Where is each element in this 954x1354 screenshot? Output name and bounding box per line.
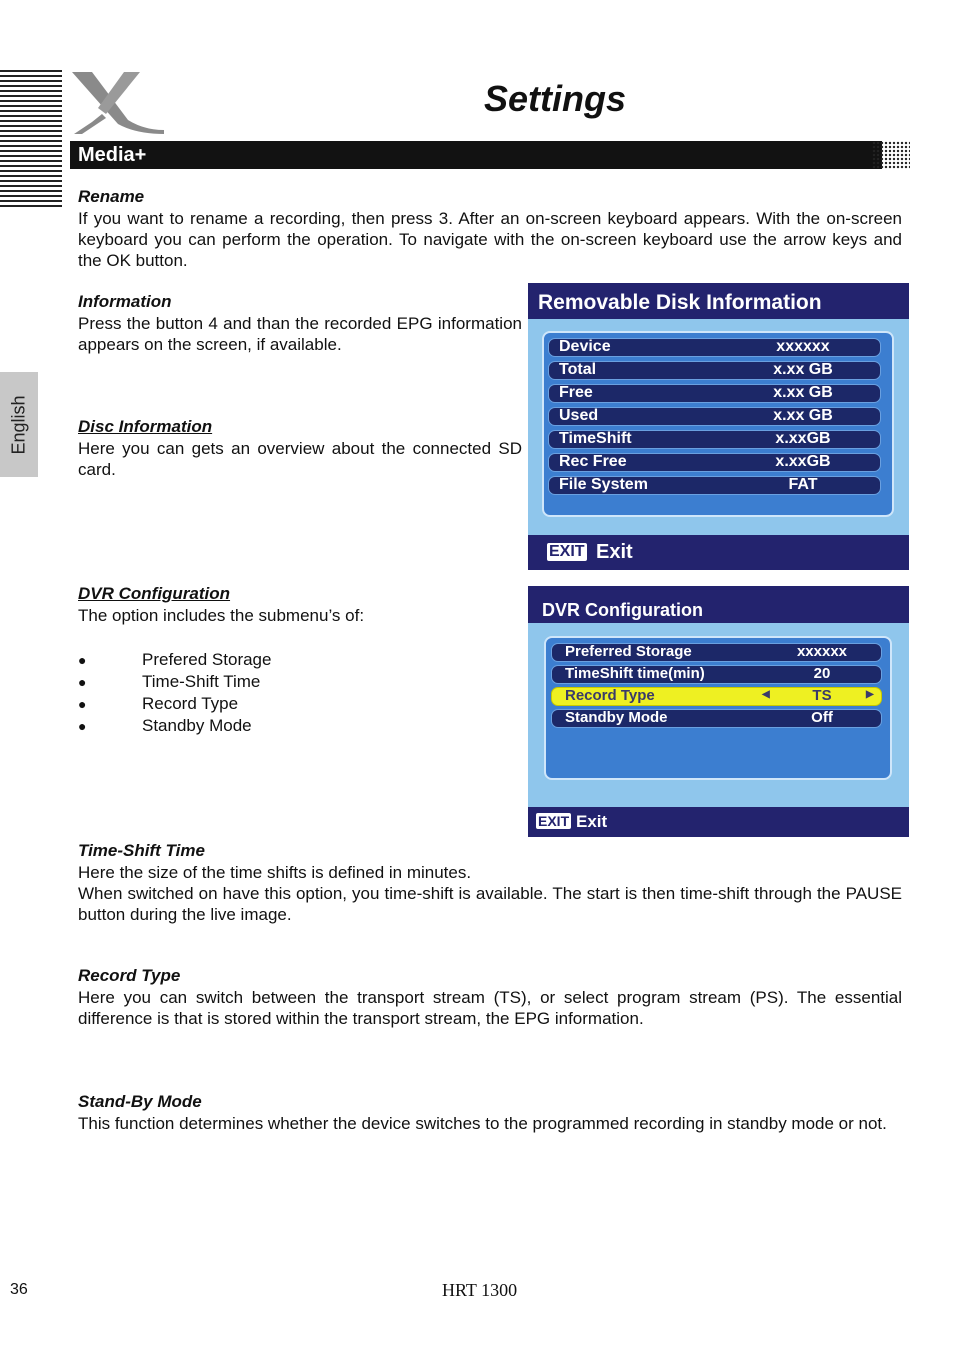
model-name: HRT 1300 xyxy=(442,1280,518,1300)
disk-info-screenshot xyxy=(528,283,909,570)
timeshift-text-2: When switched on have this option, you time-shift is available. The start is then time-shift through the PAUSE button during the live image. xyxy=(78,884,902,924)
disk-row: Rec Free x.xxGB xyxy=(548,453,881,472)
dvr-row: Standby Mode Off xyxy=(551,709,882,728)
list-item: ● Time-Shift Time xyxy=(78,672,261,691)
disk-screen-footer xyxy=(528,535,909,570)
timeshift-text-1: Here the size of the time shifts is defined in minutes. xyxy=(78,863,472,882)
dvr-config-screenshot xyxy=(528,586,909,837)
exit-label: Exit xyxy=(576,812,608,831)
section-title: Media+ xyxy=(78,144,147,166)
rename-text: If you want to rename a recording, then press 3. After an on-screen keyboard appears. With the on-screen keyboard you can perform the operation. To navigate with the on-screen keyboard use the arrow keys and the OK button. xyxy=(78,209,902,270)
exit-key-icon: EXIT xyxy=(538,813,570,829)
dvr-row: Preferred Storage xxxxxx xyxy=(551,643,882,662)
list-item: ● Prefered Storage xyxy=(78,650,272,669)
section-bar xyxy=(70,141,882,169)
disk-row: Device xxxxxx xyxy=(548,338,881,357)
information-text: Press the button 4 and than the recorded EPG information appears on the screen, if available. xyxy=(78,314,522,354)
dvr-screen-footer xyxy=(528,807,909,837)
dvr-heading: DVR Configuration xyxy=(78,584,231,603)
disk-row: TimeShift x.xxGB xyxy=(548,430,881,449)
record-type-text: Here you can switch between the transport stream (TS), or select program stream (PS). The essential difference is that is stored within the transport stream, the EPG information. xyxy=(78,988,902,1028)
list-item: ● Standby Mode xyxy=(78,716,252,735)
language-tab: English xyxy=(0,372,38,477)
dvr-screen-title: DVR Configuration xyxy=(542,600,703,620)
information-heading: Information xyxy=(78,292,172,311)
section-bar-dots-decoration xyxy=(872,141,910,169)
standby-text: This function determines whether the device switches to the programmed recording in standby mode or not. xyxy=(78,1114,887,1133)
dvr-row-selected: Record Type ◀ TS ▶ xyxy=(551,687,882,706)
dvr-row: TimeShift time(min) 20 xyxy=(551,665,882,684)
dvr-screen-header xyxy=(528,586,909,623)
exit-key-icon: EXIT xyxy=(549,543,585,560)
page-number: 36 xyxy=(10,1281,28,1298)
page-title: Settings xyxy=(483,78,626,119)
disk-row: Used x.xx GB xyxy=(548,407,881,426)
standby-heading: Stand-By Mode xyxy=(78,1092,202,1111)
dvr-bullet-list xyxy=(78,649,271,737)
disk-screen-title: Removable Disk Information xyxy=(538,291,822,314)
rename-heading: Rename xyxy=(78,187,145,206)
list-item: ● Record Type xyxy=(78,694,239,713)
disk-row: File System FAT xyxy=(548,476,881,495)
arrow-left-icon: ◀ xyxy=(762,689,770,700)
exit-label: Exit xyxy=(596,541,633,563)
disc-info-heading: Disc Information xyxy=(78,417,213,436)
disk-screen-header xyxy=(528,283,909,319)
arrow-right-icon: ▶ xyxy=(866,689,874,700)
timeshift-heading: Time-Shift Time xyxy=(78,841,205,860)
record-type-heading: Record Type xyxy=(78,966,181,985)
disc-info-text: Here you can gets an overview about the connected SD card. xyxy=(78,439,522,479)
dvr-intro: The option includes the submenu’s of: xyxy=(78,606,365,625)
disk-row: Total x.xx GB xyxy=(548,361,881,380)
disk-row: Free x.xx GB xyxy=(548,384,881,403)
